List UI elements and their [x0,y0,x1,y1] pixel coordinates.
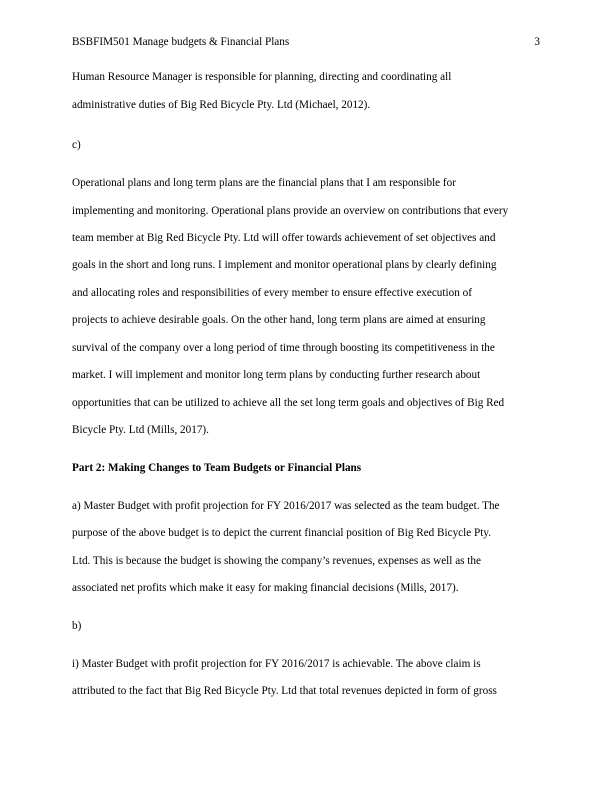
paragraph-line: projects to achieve desirable goals. On the other hand, long term plans are aimed at ensuring [72,314,486,326]
paragraph-line: purpose of the above budget is to depict the current financial position of Big Red Bicycle Pty. [72,527,492,539]
page-header [72,36,540,52]
page-number: 3 [534,36,540,48]
paragraph-line: attributed to the fact that Big Red Bicycle Pty. Ltd that total revenues depicted in form of gross [72,685,497,697]
header-title: BSBFIM501 Manage budgets & Financial Plans [72,36,290,48]
section-label-c: c) [72,139,81,151]
paragraph-line: survival of the company over a long period of time through boosting its competitiveness in the [72,342,495,354]
paragraph-line: Ltd. This is because the budget is showing the company’s revenues, expenses as well as the [72,555,481,567]
paragraph-line: Bicycle Pty. Ltd (Mills, 2017). [72,424,209,436]
paragraph-line: market. I will implement and monitor long term plans by conducting further research about [72,369,481,381]
paragraph-line: i) Master Budget with profit projection for FY 2016/2017 is achievable. The above claim is [72,658,481,670]
paragraph-line: Human Resource Manager is responsible for planning, directing and coordinating all [72,71,452,83]
section-label-b: b) [72,620,82,632]
paragraph-line: opportunities that can be utilized to achieve all the set long term goals and objectives of Big Red [72,397,505,409]
paragraph-line: Operational plans and long term plans are the financial plans that I am responsible for [72,177,456,189]
paragraph-line: administrative duties of Big Red Bicycle Pty. Ltd (Michael, 2012). [72,99,371,111]
paragraph-line: implementing and monitoring. Operational plans provide an overview on contributions that every [72,205,509,217]
paragraph-line: a) Master Budget with profit projection for FY 2016/2017 was selected as the team budget. The [72,500,500,512]
section-heading: Part 2: Making Changes to Team Budgets or Financial Plans [72,462,362,474]
paragraph-line: team member at Big Red Bicycle Pty. Ltd will offer towards achievement of set objectives and [72,232,496,244]
paragraph-line: and allocating roles and responsibilities of every member to ensure effective execution of [72,287,472,299]
paragraph-line: goals in the short and long runs. I implement and monitor operational plans by clearly defining [72,259,497,271]
paragraph-line: associated net profits which make it easy for making financial decisions (Mills, 2017). [72,582,459,594]
